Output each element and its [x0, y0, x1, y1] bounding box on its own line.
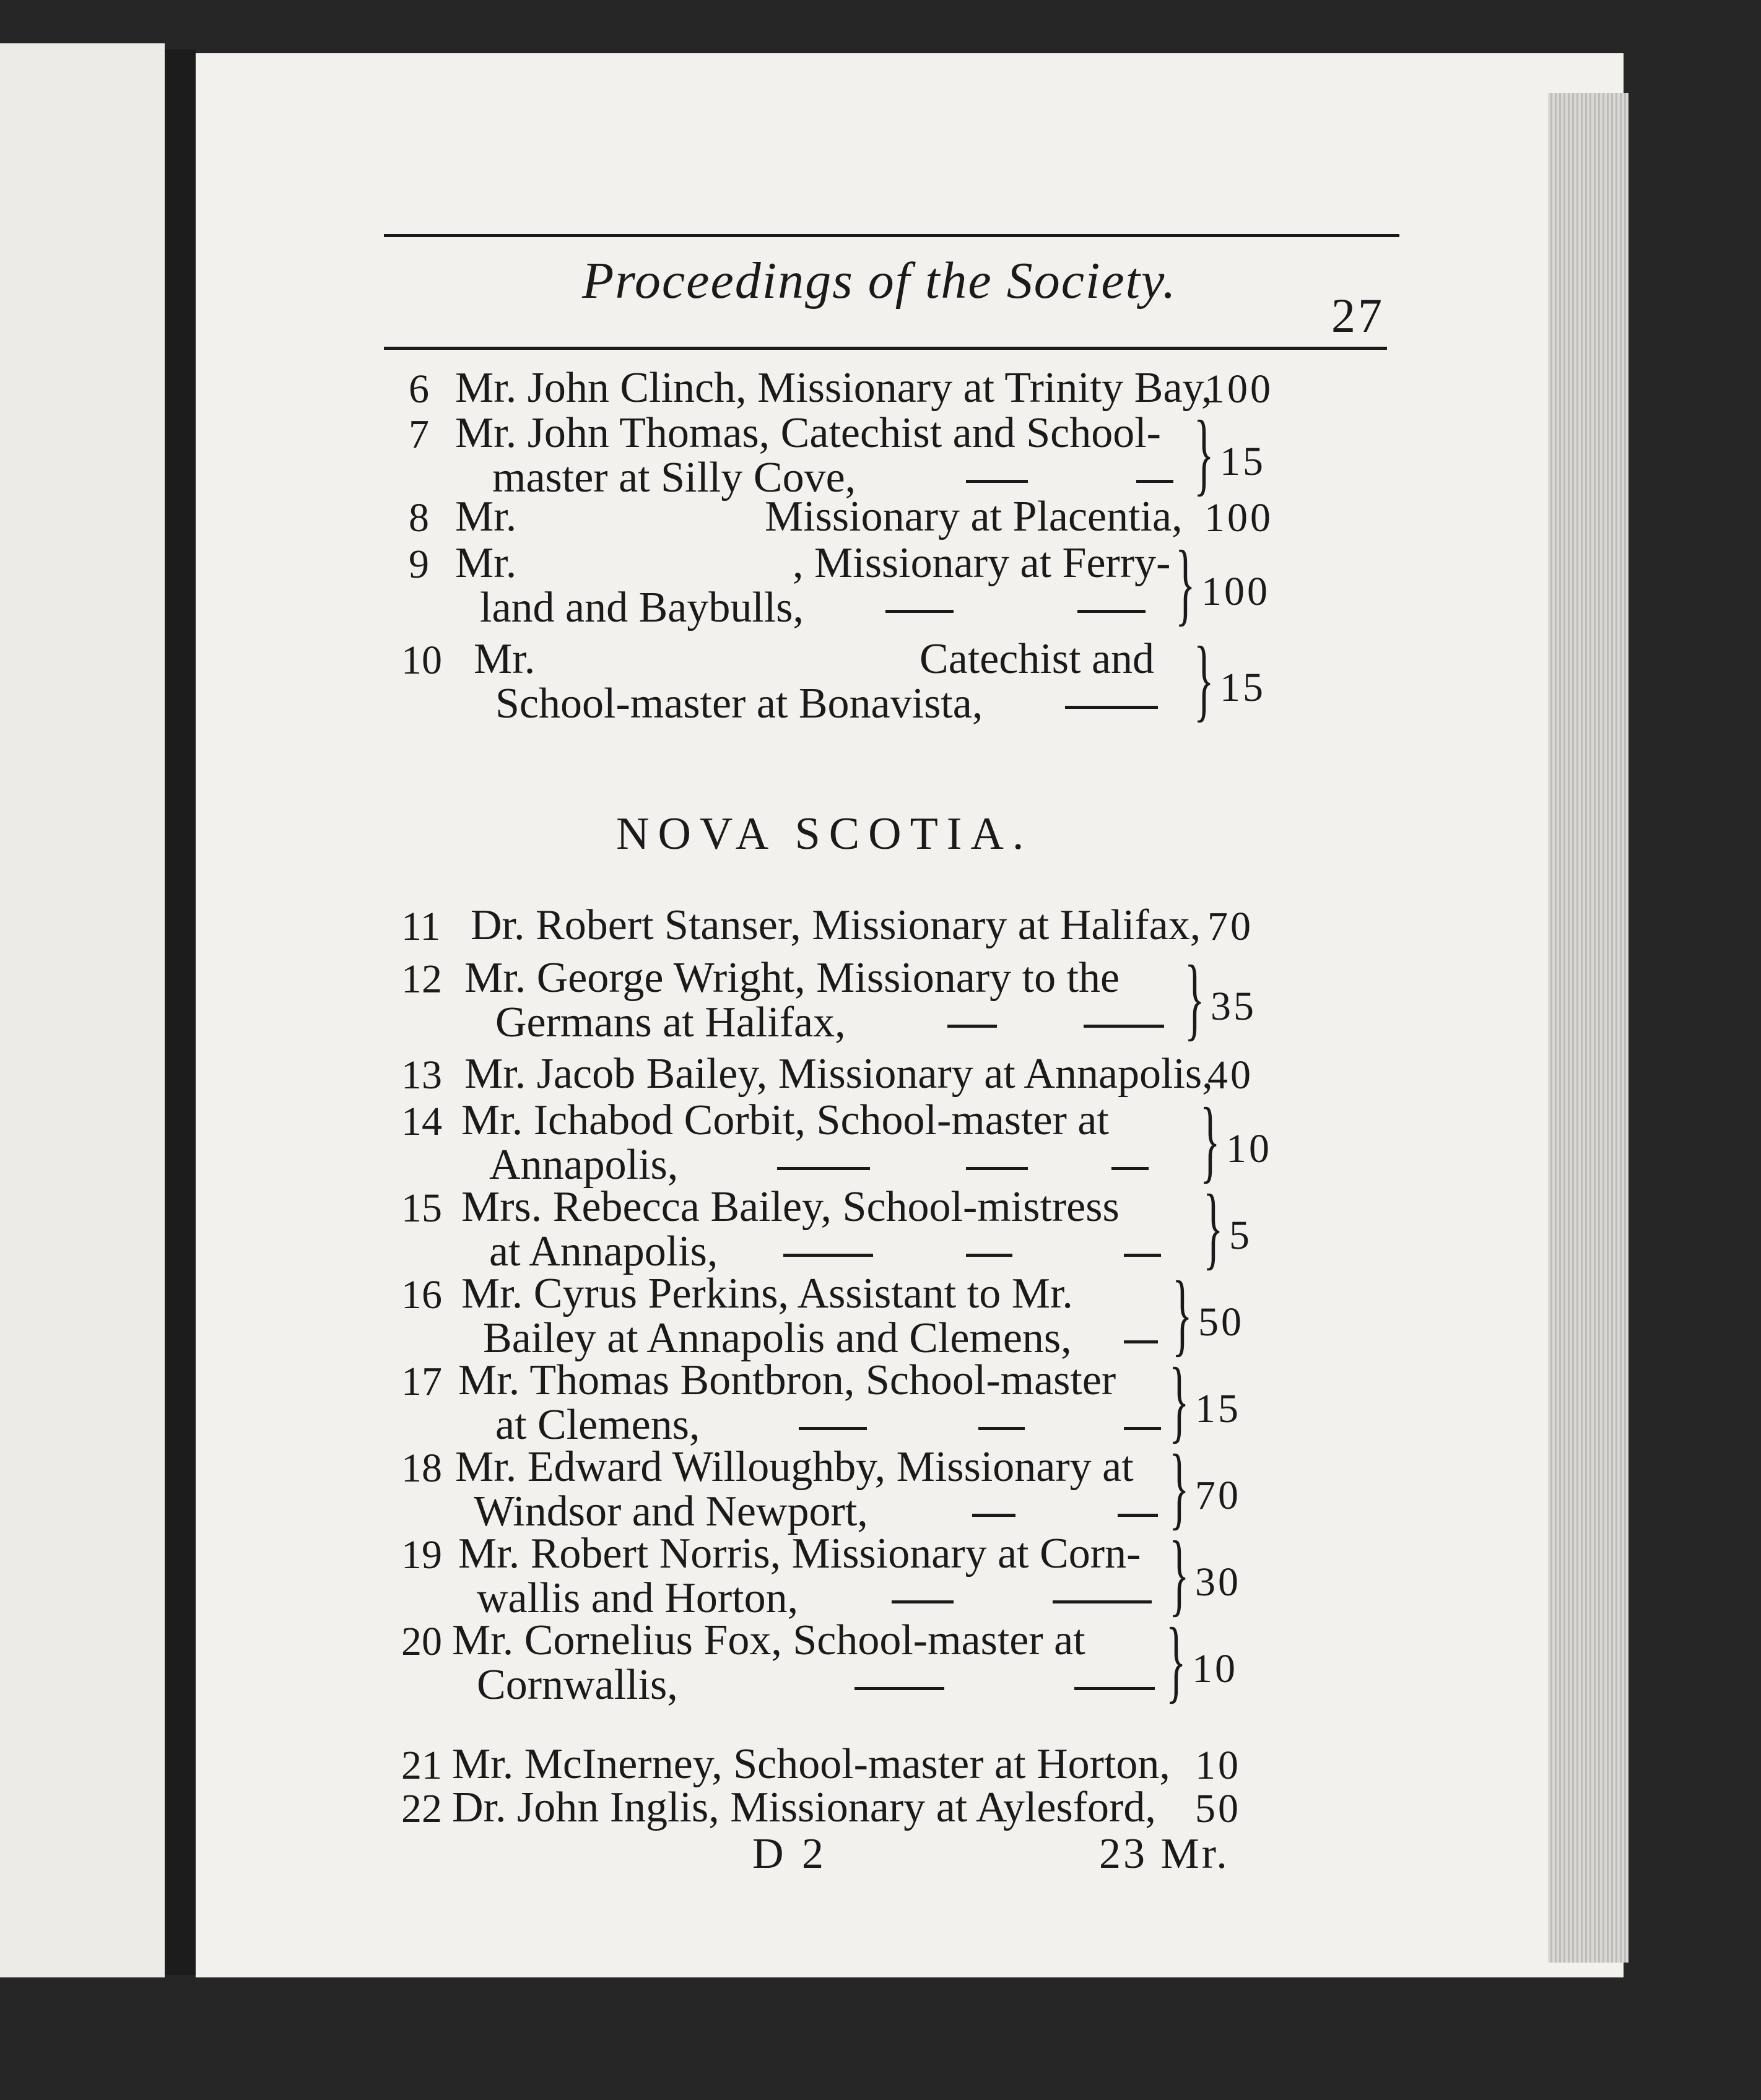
entry-number: 14	[401, 1099, 442, 1144]
entry-amount: 100	[1201, 569, 1270, 614]
entry-amount: 50	[1195, 1786, 1241, 1831]
entry-number: 13	[401, 1052, 442, 1098]
entry-amount: 15	[1220, 439, 1266, 484]
entry-amount: 100	[1204, 367, 1273, 412]
leader-dash	[947, 1025, 997, 1028]
entry-line: Catechist and	[920, 635, 1155, 683]
entry-amount: 35	[1211, 984, 1256, 1029]
entry-line: Mr.	[474, 635, 536, 683]
entry-amount: 30	[1195, 1560, 1241, 1605]
brace: }	[1175, 532, 1196, 635]
entry-line: Mrs. Rebecca Bailey, School-mistress	[461, 1183, 1120, 1231]
entry-number: 17	[401, 1359, 442, 1404]
brace: }	[1169, 1436, 1189, 1538]
entry-amount: 15	[1195, 1386, 1241, 1431]
book-gutter	[165, 50, 196, 1975]
section-heading: NOVA SCOTIA.	[616, 809, 1033, 859]
entry-number: 6	[409, 367, 429, 412]
entry-amount: 5	[1229, 1213, 1252, 1258]
leader-dash	[854, 1687, 944, 1690]
entry-number: 21	[401, 1743, 442, 1788]
entry-line: Mr. Ichabod Corbit, School-master at	[461, 1096, 1109, 1144]
entry-amount: 40	[1207, 1052, 1253, 1098]
leader-dash	[1084, 1025, 1164, 1028]
entry-number: 8	[409, 495, 429, 540]
catchword: 23 Mr.	[1099, 1830, 1230, 1878]
entry-number: 12	[401, 957, 442, 1002]
entry-line: Mr. Cornelius Fox, School-master at	[452, 1616, 1085, 1664]
entry-amount: 70	[1195, 1473, 1241, 1518]
leader-dash	[1077, 610, 1146, 613]
leader-dash	[777, 1167, 870, 1170]
brace: }	[1185, 947, 1205, 1049]
entry-line: at Clemens,	[495, 1401, 700, 1449]
entry-line: School-master at Bonavista,	[495, 680, 983, 727]
entry-amount: 70	[1207, 904, 1253, 949]
leader-dash	[966, 480, 1028, 483]
entry-amount: 10	[1192, 1646, 1238, 1691]
entry-line: Mr. Robert Norris, Missionary at Corn-	[458, 1530, 1141, 1577]
entry-line: Missionary at Placentia,	[765, 493, 1183, 540]
entry-number: 22	[401, 1786, 442, 1831]
entry-amount: 10	[1195, 1743, 1241, 1788]
entry-line: land and Baybulls,	[480, 584, 804, 631]
entry-line: Cornwallis,	[477, 1661, 678, 1709]
entry-number: 20	[401, 1619, 442, 1664]
entry-line: Mr. John Clinch, Missionary at Trinity Bay,	[455, 364, 1212, 412]
leader-dash	[978, 1427, 1025, 1430]
entry-line: Dr. Robert Stanser, Missionary at Halifax,	[471, 901, 1201, 949]
entry-line: Mr. McInerney, School-master at Horton,	[452, 1740, 1170, 1788]
brace: }	[1203, 1176, 1224, 1278]
entry-amount: 15	[1220, 665, 1266, 710]
entry-line: Windsor and Newport,	[474, 1488, 868, 1535]
header-rule-bottom	[384, 347, 1387, 350]
leader-dash	[892, 1600, 954, 1603]
entry-amount: 50	[1198, 1299, 1244, 1345]
entry-line: Bailey at Annapolis and Clemens,	[483, 1314, 1072, 1362]
leader-dash	[1124, 1254, 1161, 1257]
entry-line: Mr.	[455, 539, 517, 587]
facing-page	[0, 43, 165, 1977]
leader-dash	[885, 610, 954, 613]
brace: }	[1200, 1089, 1220, 1192]
leader-dash	[1124, 1340, 1158, 1343]
leader-dash	[799, 1427, 867, 1430]
leader-dash	[1136, 480, 1173, 483]
entry-line: , Missionary at Ferry-	[793, 539, 1171, 587]
brace: }	[1172, 1262, 1193, 1365]
entry-number: 11	[401, 904, 441, 949]
leader-dash	[1065, 706, 1158, 709]
entry-line: Mr. Cyrus Perkins, Assistant to Mr.	[461, 1270, 1073, 1317]
entry-number: 18	[401, 1446, 442, 1491]
entry-number: 16	[401, 1272, 442, 1317]
leader-dash	[1124, 1427, 1161, 1430]
brace: }	[1194, 402, 1214, 505]
entry-line: at Annapolis,	[489, 1228, 718, 1275]
entry-amount: 100	[1204, 495, 1273, 540]
entry-number: 15	[401, 1186, 442, 1231]
entry-line: Germans at Halifax,	[495, 999, 846, 1046]
leader-dash	[1074, 1687, 1155, 1690]
page-edges	[1548, 93, 1628, 1963]
entry-line: Dr. John Inglis, Missionary at Aylesford,	[452, 1784, 1156, 1831]
entry-line: Mr. John Thomas, Catechist and School-	[455, 409, 1161, 457]
entry-line: wallis and Horton,	[477, 1574, 799, 1622]
entry-line: Mr.	[455, 493, 517, 540]
leader-dash	[972, 1514, 1015, 1517]
leader-dash	[1118, 1514, 1158, 1517]
header-rule-top	[384, 234, 1399, 237]
entry-line: master at Silly Cove,	[492, 454, 856, 501]
entry-number: 7	[409, 412, 429, 457]
entry-line: Mr. Thomas Bontbron, School-master	[458, 1356, 1116, 1404]
running-head: Proceedings of the Society.	[582, 252, 1177, 310]
entry-line: Mr. Edward Willoughby, Missionary at	[455, 1443, 1134, 1491]
leader-dash	[783, 1254, 873, 1257]
entry-line: Mr. George Wright, Missionary to the	[464, 954, 1120, 1002]
entry-number: 9	[409, 542, 429, 587]
page-number: 27	[1331, 289, 1385, 342]
entry-number: 10	[401, 638, 442, 683]
brace: }	[1194, 628, 1214, 731]
leader-dash	[966, 1167, 1028, 1170]
entry-line: Annapolis,	[489, 1141, 679, 1189]
brace: }	[1169, 1522, 1189, 1625]
leader-dash	[1111, 1167, 1149, 1170]
leader-dash	[966, 1254, 1012, 1257]
signature-mark: D 2	[752, 1830, 828, 1878]
leader-dash	[1053, 1600, 1152, 1603]
brace: }	[1169, 1349, 1189, 1452]
entry-line: Mr. Jacob Bailey, Missionary at Annapolis,	[464, 1050, 1213, 1098]
entry-number: 19	[401, 1532, 442, 1577]
entry-amount: 10	[1226, 1126, 1272, 1171]
brace: }	[1166, 1609, 1186, 1712]
